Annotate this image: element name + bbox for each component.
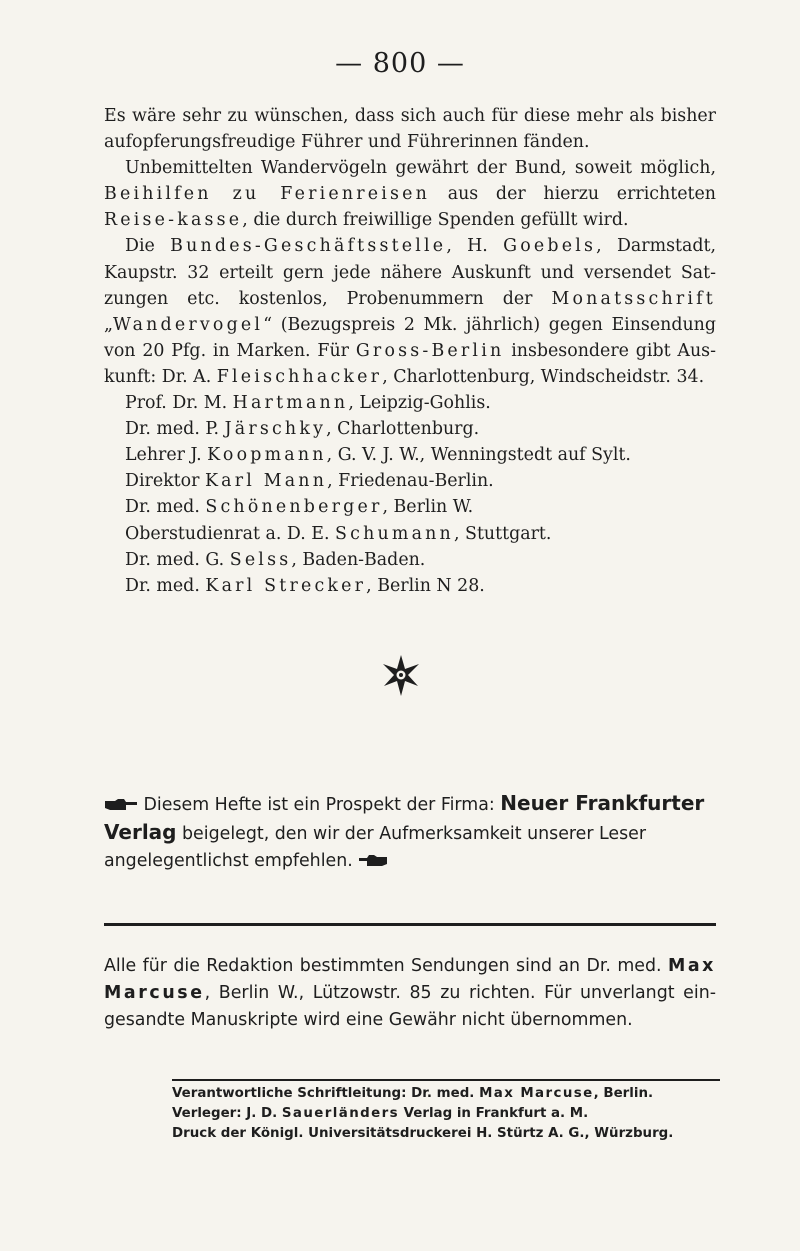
editorial-note: Alle für die Redaktion bestimmten Sendungen sind an Dr. med. Max Marcuse, Berlin W., Lützowstr. 85 zu richten. Für unverlangt eingesandte Manuskripte wird eine Gewähr nicht übernommen.	[104, 956, 716, 1030]
list-item: Dr. med. Schönenberger, Berlin W.	[125, 497, 474, 518]
list-item: Direktor Karl Mann, Friedenau-Berlin.	[125, 471, 494, 492]
emphasis-monatsschrift: Monatsschrift	[551, 288, 716, 309]
list-item: Prof. Dr. M. Hartmann, Leipzig-Gohlis.	[125, 393, 491, 414]
body-text	[104, 103, 716, 599]
list-item: Oberstudienrat a. D. E. Schumann, Stuttgart.	[125, 523, 552, 544]
imprint-printer-line: Druck der Königl. Universitätsdruckerei H. Stürtz A. G., Würzburg.	[172, 1126, 674, 1141]
emphasis-gross-berlin: Gross-Berlin	[355, 340, 505, 361]
contact-name: Karl Strecker	[205, 575, 367, 596]
contact-name: Koopmann	[207, 445, 327, 466]
imprint-editor-line: Verantwortliche Schriftleitung: Dr. med. Max Marcuse, Berlin.	[172, 1086, 654, 1101]
list-item: Dr. med. Karl Strecker, Berlin N 28.	[125, 575, 485, 596]
contact-name: Karl Mann	[204, 471, 328, 492]
page-number: — 800 —	[335, 48, 465, 79]
list-item: Dr. med. G. Selss, Baden-Baden.	[125, 549, 426, 570]
emphasis-beihilfen: Beihilfen zu Ferienreisen	[104, 184, 431, 205]
contact-name: Selss	[229, 549, 292, 570]
support-paragraph: Unbemittelten Wandervögeln gewährt der Bund, soweit möglich, Beihilfen zu Ferienreisen aus der hierzu errichteten Reise-kasse, die durch freiwillige Spenden gefüllt wird.	[104, 158, 716, 231]
emphasis-geschaeftsstelle: Bundes-Geschäftsstelle	[170, 236, 447, 257]
office-paragraph: Die Bundes-Geschäftsstelle, H. Goebels, Darmstadt, Kaupstr. 32 erteilt gern jede nähere Auskunft und versendet Satzungen etc. kostenlos, Probenummern der Monatsschrift „Wandervogel“ (Bezugspreis 2 Mk. jährlich) gegen Einsendung von 20 Pfg. in Marken. Für Gross-Berlin insbesondere gibt Auskunft: Dr. A. Fleischhacker, Charlottenburg, Windscheidstr. 34.	[104, 236, 717, 387]
divider	[104, 923, 716, 926]
firm-name: Neuer Frankfurter Verlag	[104, 791, 705, 844]
contact-name: Schumann	[335, 523, 454, 544]
imprint	[172, 1084, 732, 1144]
emphasis-fleischhacker: Fleischhacker	[216, 366, 383, 387]
imprint-publisher-line: Verleger: J. D. Sauerländers Verlag in Frankfurt a. M.	[172, 1106, 589, 1121]
pointing-hand-left-icon	[358, 854, 388, 868]
ornament-icon	[378, 652, 424, 698]
contact-list	[104, 390, 716, 599]
imprint-divider	[172, 1079, 720, 1081]
pointing-hand-icon	[104, 798, 138, 812]
enclosure-notice: Diesem Hefte ist ein Prospekt der Firma: Neuer Frankfurter Verlag beigelegt, den wir der Aufmerksamkeit unserer Leser angelegentlichst empfehlen.	[104, 791, 705, 871]
emphasis-reisekasse: Reise-kasse	[104, 210, 243, 231]
contact-name: Schönenberger	[205, 497, 383, 518]
list-item: Lehrer J. Koopmann, G. V. J. W., Wenningstedt auf Sylt.	[125, 445, 631, 466]
intro-paragraph: Es wäre sehr zu wünschen, dass sich auch für diese mehr als bisher aufopferungsfreudige Führer und Führerinnen fänden.	[104, 106, 716, 153]
contact-name: Järschky	[224, 419, 327, 440]
list-item: Dr. med. P. Järschky, Charlottenburg.	[125, 419, 480, 440]
emphasis-goebels: Goebels	[503, 236, 597, 257]
contact-name: Hartmann	[232, 393, 349, 414]
emphasis-wandervogel: Wandervogel	[113, 314, 264, 335]
editor-name: Max Marcuse	[104, 956, 716, 1003]
